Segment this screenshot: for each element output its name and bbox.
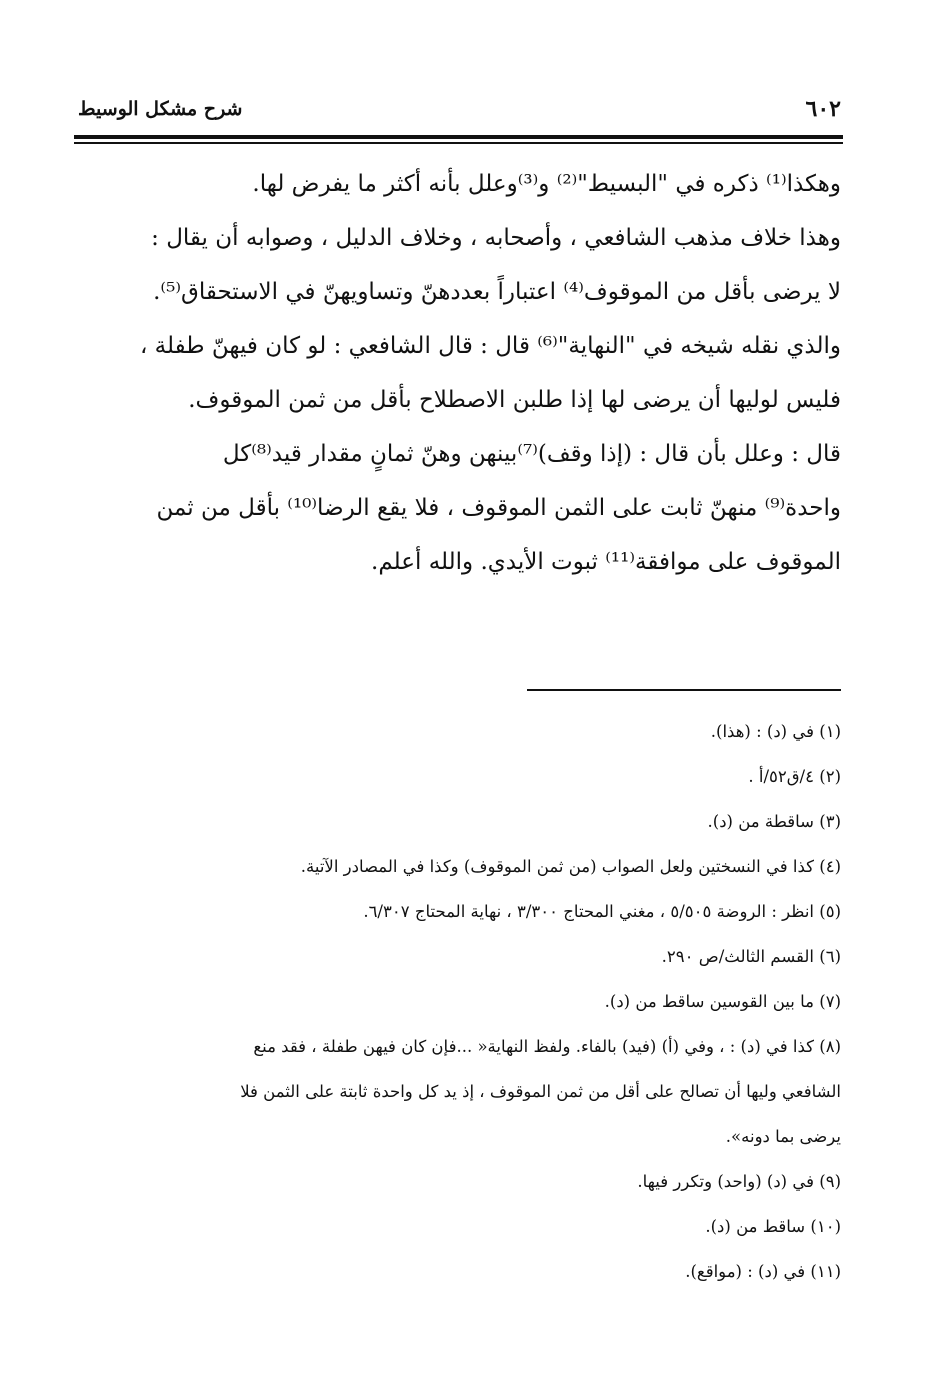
body-line: والذي نقله شيخه في "النهاية"⁽⁶⁾ قال : قال الشافعي : لو كان فيهنّ طفلة ، [139, 333, 841, 359]
header-rule-thin [74, 142, 843, 144]
header-rule-thick [74, 135, 843, 139]
body-line: وهذا خلاف مذهب الشافعي ، وأصحابه ، وخلاف الدليل ، وصوابه أن يقال : [151, 225, 841, 251]
footnote: (٤) كذا في النسختين ولعل الصواب (من ثمن الموقوف) وكذا في المصادر الآتية. [300, 857, 841, 876]
footnote-separator [527, 689, 841, 691]
footnote: (٧) ما بين القوسين ساقط من (د). [604, 992, 841, 1011]
body-line: الموقوف على موافقة⁽¹¹⁾ ثبوت الأيدي. والله أعلم. [371, 549, 841, 575]
main-text [80, 160, 841, 592]
body-line: لا يرضى بأقل من الموقوف⁽⁴⁾ اعتباراً بعددهنّ وتساويهنّ في الاستحقاق⁽⁵⁾. [153, 279, 841, 305]
footnote: (١) في (د) : (هذا). [710, 722, 841, 741]
body-line: واحدة⁽⁹⁾ منهنّ ثابت على الثمن الموقوف ، فلا يقع الرضا⁽¹⁰⁾ بأقل من ثمن [156, 495, 841, 521]
footnote: (٦) القسم الثالث/ص ٢٩٠. [661, 947, 841, 966]
footnote-continuation: يرضى بما دونه». [725, 1127, 841, 1146]
body-line: وهكذا⁽¹⁾ ذكره في "البسيط"⁽²⁾ و⁽³⁾وعلل بأنه أكثر ما يفرض لها. [252, 171, 841, 197]
footnote-continuation: الشافعي وليها أن تصالح على أقل من ثمن الموقوف ، إذ يد كل واحدة ثابتة على الثمن فلا [240, 1082, 841, 1101]
page-header [78, 96, 841, 128]
footnote: (٣) ساقطة من (د). [707, 812, 841, 831]
footnote: (٢) ٤/ق٥٢/أ . [748, 767, 841, 786]
body-line: قال : وعلل بأن قال : (إذا وقف)⁽⁷⁾بينهن وهنّ ثمانٍ مقدار قيد⁽⁸⁾كل [222, 441, 841, 467]
running-title: شرح مشكل الوسيط [78, 98, 243, 120]
body-line: فليس لوليها أن يرضى لها إذا طلبن الاصطلاح بأقل من ثمن الموقوف. [188, 387, 841, 413]
footnote: (٨) كذا في (د) : ، وفي (أ) (فيد) بالفاء. ولفظ النهاية« ...فإن كان فيهن طفلة ، فقد منع [253, 1037, 841, 1056]
footnotes [80, 712, 841, 1297]
footnote: (١١) في (د) : (مواقع). [685, 1262, 841, 1281]
footnote: (٩) في (د) (واحد) وتكرر فيها. [637, 1172, 841, 1191]
footnote: (٥) انظر : الروضة ٥/٥٠٥ ، مغني المحتاج ٣/٣٠٠ ، نهاية المحتاج ٦/٣٠٧. [363, 902, 841, 921]
footnote: (١٠) ساقط من (د). [705, 1217, 841, 1236]
page-number: ٦٠٢ [805, 96, 841, 122]
